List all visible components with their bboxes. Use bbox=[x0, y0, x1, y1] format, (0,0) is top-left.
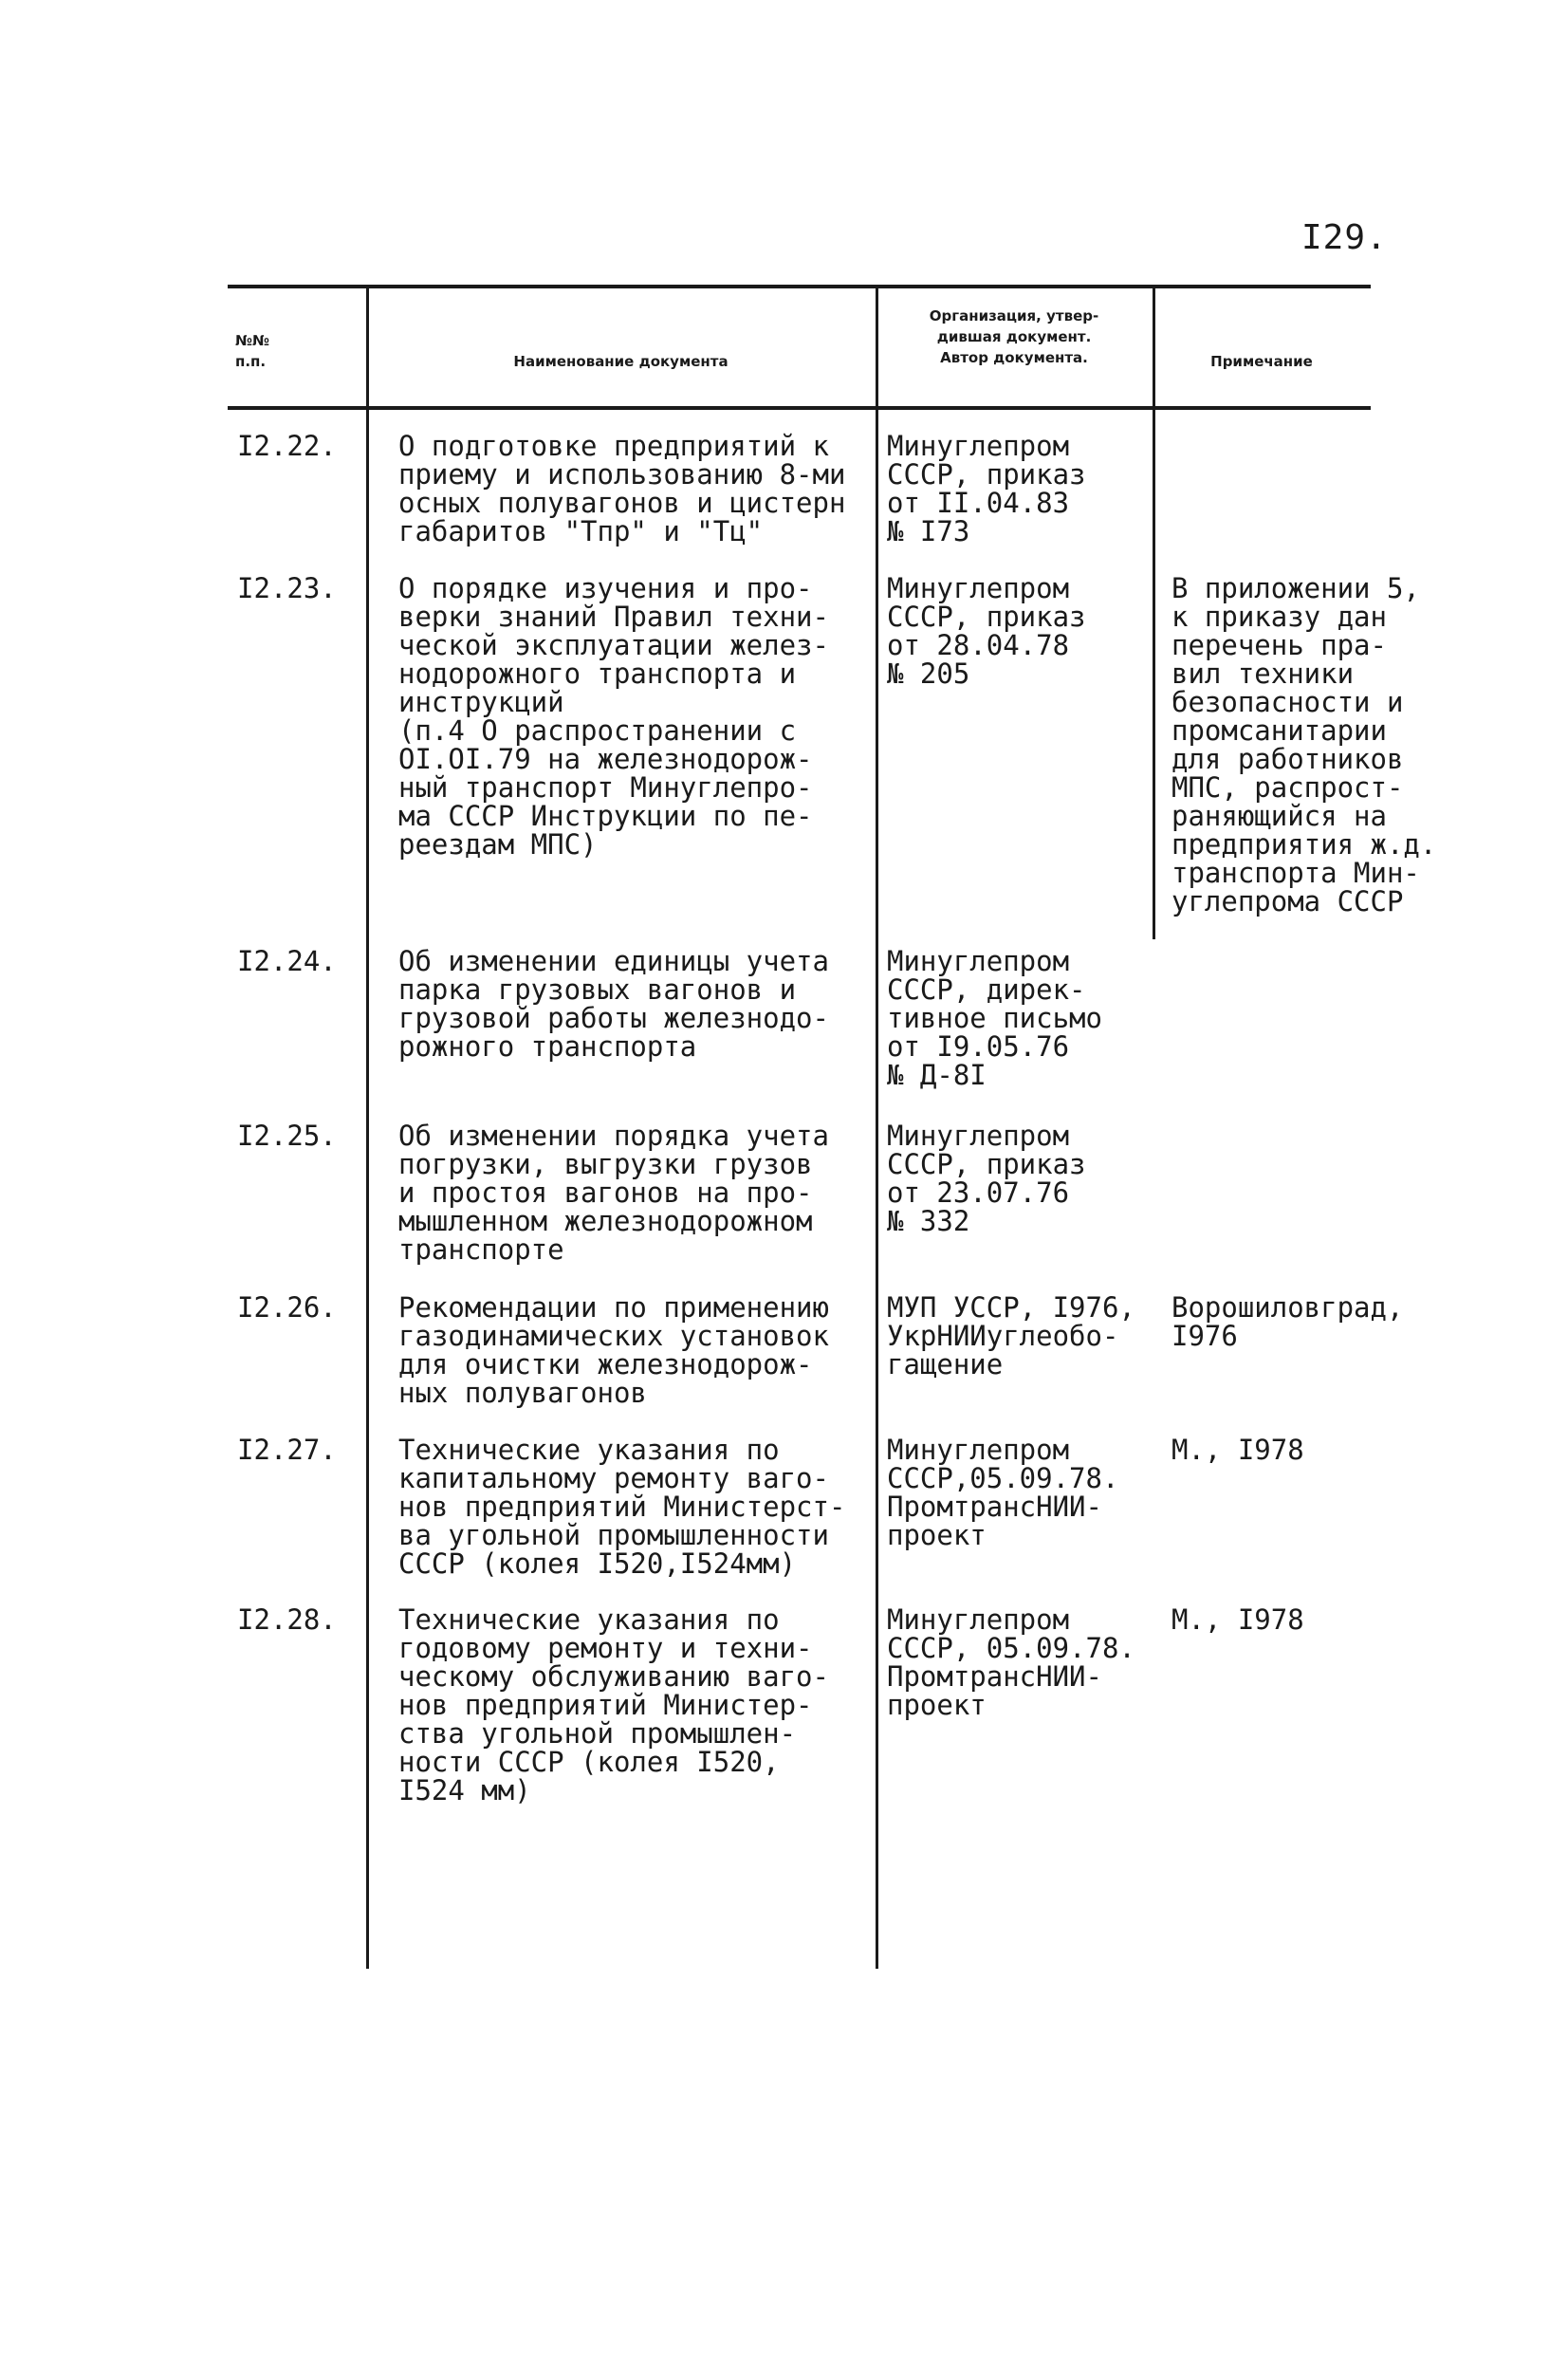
document-name: О порядке изучения и про- верки знаний Правил техни- ческой эксплуатации желез- нодорожного транспорта и инструкций (п.4 О распространении с OI.OI.79 на железнодорож- ный транспорт Минуглепро- ма СССР Инструкции по пе- реездам МПС) bbox=[398, 572, 829, 861]
approving-organization: Минуглепром СССР, приказ от 28.04.78 № 205 bbox=[887, 572, 1086, 690]
approving-organization: МУП УССР, I976, УкрНИИуглеобо- гащение bbox=[887, 1291, 1135, 1380]
header-name: Наименование документа bbox=[513, 353, 729, 370]
row-number: I2.23. bbox=[237, 572, 337, 604]
row-number: I2.26. bbox=[237, 1291, 337, 1324]
header-org: Организация, утвер- дившая документ. Автор документа. bbox=[929, 307, 1099, 366]
approving-organization: Минуглепром СССР, 05.09.78. ПромтрансНИИ- проект bbox=[887, 1603, 1135, 1721]
note: М., I978 bbox=[1171, 1434, 1304, 1466]
page-number: I29. bbox=[1301, 218, 1388, 257]
column-divider-org-note bbox=[1153, 285, 1155, 939]
approving-organization: Минуглепром СССР,05.09.78. ПромтрансНИИ- проект bbox=[887, 1434, 1119, 1551]
row-number: I2.27. bbox=[237, 1434, 337, 1466]
column-divider-num-name bbox=[366, 285, 369, 1969]
table-header-rule bbox=[228, 406, 1371, 410]
document-name: Об изменении порядка учета погрузки, выгрузки грузов и простоя вагонов на про- мышленном железнодорожном транспорте bbox=[398, 1120, 829, 1266]
column-divider-name-org bbox=[876, 285, 878, 1969]
approving-organization: Минуглепром СССР, дирек- тивное письмо от I9.05.76 № Д-8I bbox=[887, 945, 1102, 1091]
row-number: I2.22. bbox=[237, 430, 337, 462]
note: М., I978 bbox=[1171, 1603, 1304, 1636]
note: Ворошиловград, I976 bbox=[1171, 1291, 1404, 1352]
document-name: Рекомендации по применению газодинамических установок для очистки железнодорож- ных полувагонов bbox=[398, 1291, 829, 1409]
approving-organization: Минуглепром СССР, приказ от II.04.83 № I73 bbox=[887, 430, 1086, 547]
document-name: О подготовке предприятий к приему и использованию 8-ми осных полувагонов и цистерн габаритов "Тпр" и "Тц" bbox=[398, 430, 846, 547]
header-note: Примечание bbox=[1210, 353, 1313, 370]
row-number: I2.24. bbox=[237, 945, 337, 977]
document-name: Об изменении единицы учета парка грузовых вагонов и грузовой работы железнодо- рожного транспорта bbox=[398, 945, 829, 1063]
document-name: Технические указания по годовому ремонту и техни- ческому обслуживанию ваго- нов предприятий Министер- ства угольной промышлен- ности СССР (колея I520, I524 мм) bbox=[398, 1603, 829, 1806]
document-name: Технические указания по капитальному ремонту ваго- нов предприятий Министерст- ва угольной промышленности СССР (колея I520,I524мм) bbox=[398, 1434, 846, 1580]
header-num: №№ п.п. bbox=[235, 332, 270, 370]
table-top-rule bbox=[228, 285, 1371, 288]
approving-organization: Минуглепром СССР, приказ от 23.07.76 № 332 bbox=[887, 1120, 1086, 1237]
row-number: I2.25. bbox=[237, 1120, 337, 1152]
row-number: I2.28. bbox=[237, 1603, 337, 1636]
note: В приложении 5, к приказу дан перечень пра- вил техники безопасности и промсанитарии для работников МПС, распрост- раняющийся на предприятия ж.д. транспорта Мин- углепрома СССР bbox=[1171, 572, 1437, 917]
